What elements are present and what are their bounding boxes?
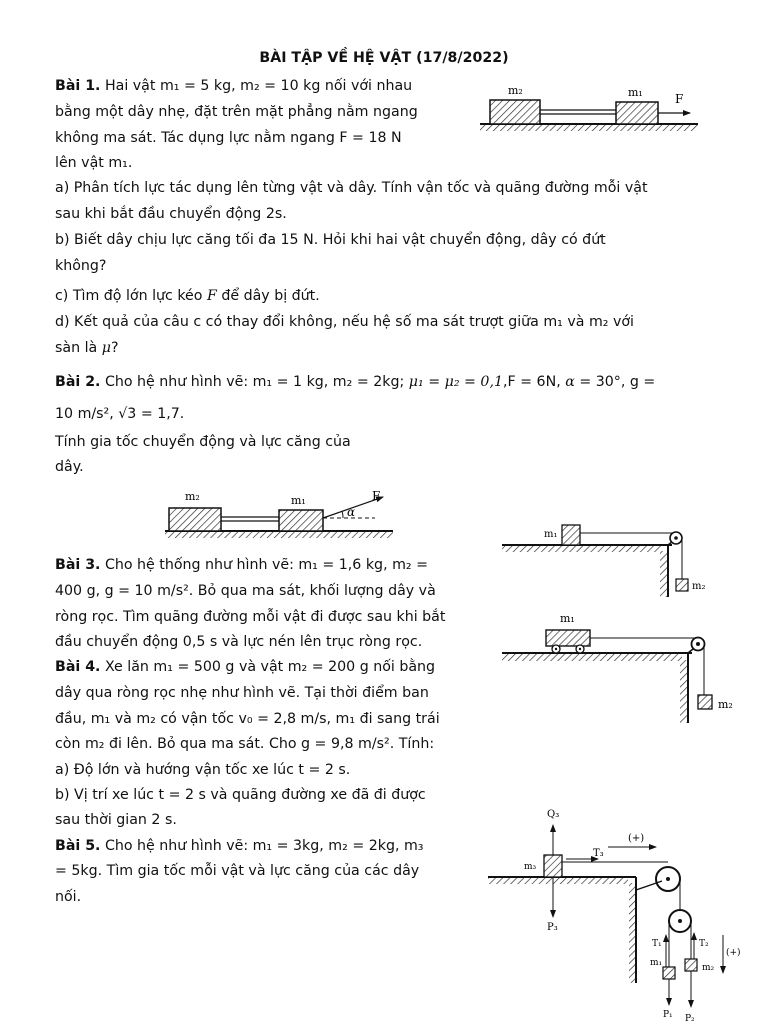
label-m1: m₁ [291,494,306,507]
exercise-1-line-1 [55,77,412,95]
label-P2: P₂ [685,1014,695,1024]
exercise-4-text: Xe lăn m₁ = 500 g và vật m₂ = 200 g nối bằng [104,659,436,675]
label-m1: m₁ [628,86,643,99]
label-m2: m₂ [718,698,733,711]
exercise-4-line-4: còn m₂ đi lên. Bỏ qua ma sát. Cho g = 9,8 m/s². Tính: [55,736,435,752]
exercise-1-part-a-line-1: a) Phân tích lực tác dụng lên từng vật và dây. Tính vận tốc và quãng đường mỗi vật [55,180,648,196]
force-value: ,F = 6N, [502,374,561,390]
exercise-4-part-b-line-2: sau thời gian 2 s. [55,812,177,828]
label-m3: m₃ [524,862,537,872]
exercise-2-line-3: Tính gia tốc chuyển động và lực căng của [55,434,351,450]
exercise-5-label: Bài 5. [55,838,101,854]
block-m1 [616,102,658,124]
exercise-4-line-2: dây qua ròng rọc nhẹ như hình vẽ. Tại thời điểm ban [55,685,429,701]
block-m2 [685,959,697,971]
exercise-4-line-3: đầu, m₁ và m₂ có vận tốc v₀ = 2,8 m/s, m₁ đi sang trái [55,711,440,727]
block-m1 [562,525,580,545]
block-m2 [169,508,221,531]
exercise-2-figure [163,486,395,542]
label-m1: m₁ [544,529,558,540]
part-d-text: sàn là [55,340,98,356]
label-T3: T₃ [593,848,604,859]
part-c-text-end: để dây bị đứt. [221,288,320,304]
label-P1: P₁ [663,1010,673,1020]
angle-value: = 30°, g = [579,374,656,390]
exercise-2-line-1 [55,373,655,391]
exercise-4-label: Bài 4. [55,659,101,675]
label-m1: m₁ [560,612,575,625]
label-Q3: Q₃ [547,809,560,820]
exercise-5-figure [486,795,756,1024]
exercise-5-text: Cho hệ như hình vẽ: m₁ = 3kg, m₂ = 2kg, m₃ [104,838,424,854]
exercise-1-part-d-line-1: d) Kết quả của câu c có thay đổi không, nếu hệ số ma sát trượt giữa m₁ và m₂ với [55,314,634,330]
mu-values: μ₁ = μ₂ = 0,1 [408,374,503,390]
exercise-5-line-1 [55,837,424,855]
part-d-text-end: ? [110,340,119,356]
exercise-2-line-4: dây. [55,459,84,475]
page-title: BÀI TẬP VỀ HỆ VẬT (17/8/2022) [259,50,509,66]
label-T2: T₂ [699,939,709,949]
exercise-2-line-2: 10 m/s², √3 = 1,7. [55,406,185,422]
exercise-3-line-1 [55,556,428,574]
label-m1: m₁ [650,958,663,968]
block-m1 [279,510,323,531]
label-plus-horizontal: (+) [628,833,645,844]
exercise-3-text: Cho hệ thống như hình vẽ: m₁ = 1,6 kg, m₂ = [104,557,428,573]
exercise-3-line-3: ròng rọc. Tìm quãng đường mỗi vật đi được sau khi bắt [55,609,446,625]
label-plus-vertical: (+) [726,948,741,958]
exercise-3-figure [500,515,725,600]
exercise-3-line-2: 400 g, g = 10 m/s². Bỏ qua ma sát, khối lượng dây và [55,583,436,599]
alpha-symbol: α [565,374,575,390]
label-m2: m₂ [508,84,523,97]
exercise-3-label: Bài 3. [55,557,101,573]
label-m2: m₂ [692,581,706,592]
exercise-1-line-2: bằng một dây nhẹ, đặt trên mặt phẳng nằm ngang [55,104,418,120]
exercise-4-line-1 [55,658,435,676]
block-m2 [490,100,540,124]
label-F: F [675,92,684,106]
mu-symbol: μ [101,340,111,356]
label-P3: P₃ [547,922,558,933]
exercise-4-part-b-line-1: b) Vị trí xe lúc t = 2 s và quãng đường xe đã đi được [55,787,426,803]
label-F: F [372,489,381,503]
label-T1: T₁ [652,939,662,949]
exercise-1-part-b-line-1: b) Biết dây chịu lực căng tối đa 15 N. Hỏi khi hai vật chuyển động, dây có đứt [55,232,606,248]
block-m2 [698,695,712,709]
exercise-1-label: Bài 1. [55,78,101,94]
exercise-2-text: Cho hệ như hình vẽ: m₁ = 1 kg, m₂ = 2kg; [104,374,405,390]
exercise-1-text: Hai vật m₁ = 5 kg, m₂ = 10 kg nối với nhau [104,78,413,94]
exercise-3-line-4: đầu chuyển động 0,5 s và lực nén lên trục ròng rọc. [55,634,423,650]
exercise-1-part-a-line-2: sau khi bắt đầu chuyển động 2s. [55,206,287,222]
exercise-5-line-2: = 5kg. Tìm gia tốc mỗi vật và lực căng của các dây [55,863,420,879]
cart-m1 [546,630,590,646]
block-m2 [676,579,688,591]
block-m1 [663,967,675,979]
exercise-1-line-4: lên vật m₁. [55,155,133,171]
label-alpha: α [347,505,356,519]
part-c-text: c) Tìm độ lớn lực kéo [55,288,203,304]
exercise-2-label: Bài 2. [55,374,101,390]
exercise-4-part-a: a) Độ lớn và hướng vận tốc xe lúc t = 2 s. [55,762,351,778]
force-symbol: F [206,288,217,304]
label-m2: m₂ [702,963,715,973]
exercise-1-part-b-line-2: không? [55,258,107,274]
exercise-1-figure [478,82,703,137]
exercise-5-line-3: nối. [55,889,82,905]
exercise-1-part-d-line-2 [55,339,119,357]
block-m3 [544,855,562,877]
label-m2: m₂ [185,490,200,503]
exercise-1-part-c [55,287,320,305]
exercise-4-figure [500,605,745,725]
exercise-1-line-3: không ma sát. Tác dụng lực nằm ngang F = 18 N [55,130,402,146]
